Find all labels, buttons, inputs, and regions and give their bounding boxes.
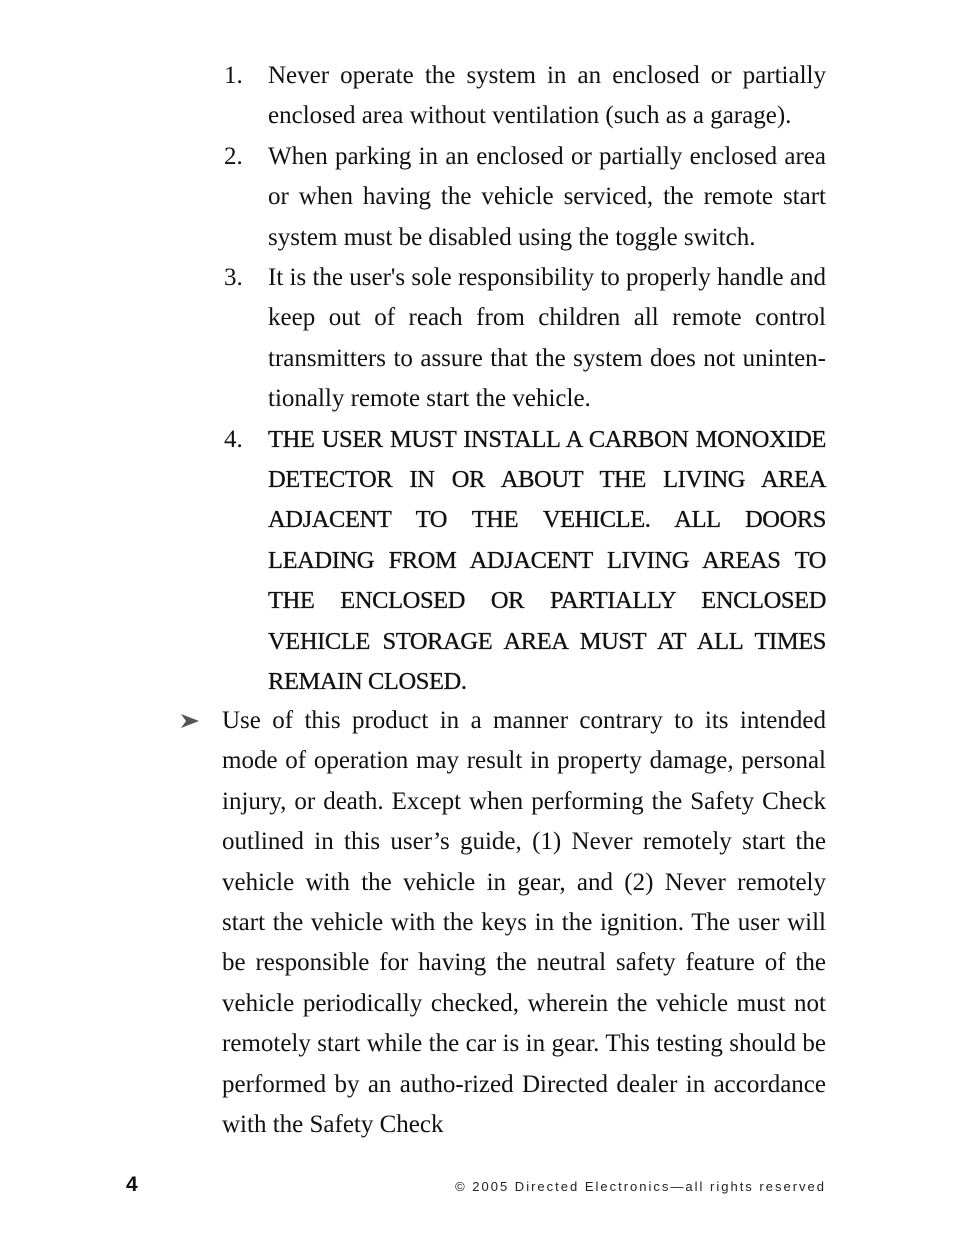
page-number: 4: [126, 1173, 138, 1196]
copyright-notice: © 2005 Directed Electronics—all rights reserved: [455, 1179, 826, 1194]
carbon-monoxide-warning-text: THE USER MUST INSTALL A CARBON MONOXIDE DETECTOR IN OR ABOUT THE LIVING AREA ADJACENT TO THE VEHICLE. ALL DOORS LEADING FROM ADJACENT LIVING AREAS TO THE ENCLOSED OR PARTIALLY ENCLOSED VEHICLE STORAGE AREA MUST AT ALL TIMES REMAIN CLOSED.: [268, 425, 826, 696]
item-number: 3.: [224, 264, 243, 292]
item-text: It is the user's sole responsibility to properly handle and keep out of reach from children all remote control transmitters to assure that the system does not uninten-tionally remote start the vehicle.: [268, 264, 826, 413]
item-number: 4.: [224, 425, 243, 453]
bullet-paragraph: [222, 701, 826, 1145]
list-item: [222, 137, 826, 258]
item-text: When parking in an enclosed or partially enclosed area or when having the vehicle serviced, the remote start system must be disabled using the toggle switch.: [268, 142, 826, 251]
arrowhead-bullet-icon: [180, 713, 200, 729]
bullet-text: Use of this product in a manner contrary to its intended mode of operation may result in property damage, personal injury, or death. Except when performing the Safety Check outlined in this user’s guide, (1) Never remotely start the vehicle with the vehicle in gear, and (2) Never remotely start the vehicle with the keys in the ignition. The user will be responsible for having the neutral safety feature of the vehicle periodically checked, wherein the vehicle must not remotely start while the car is in gear. This testing should be performed by an autho-rized Directed dealer in accordance with the Safety Check: [222, 707, 826, 1139]
item-text: Never operate the system in an enclosed or partially enclosed area without ventilation (such as a garage).: [268, 62, 826, 130]
item-number: 1.: [224, 62, 243, 89]
list-item: [222, 56, 826, 137]
list-item: [222, 258, 826, 420]
item-number: 2.: [224, 142, 243, 170]
safety-warning-list: [222, 56, 826, 703]
list-item: [222, 420, 826, 703]
